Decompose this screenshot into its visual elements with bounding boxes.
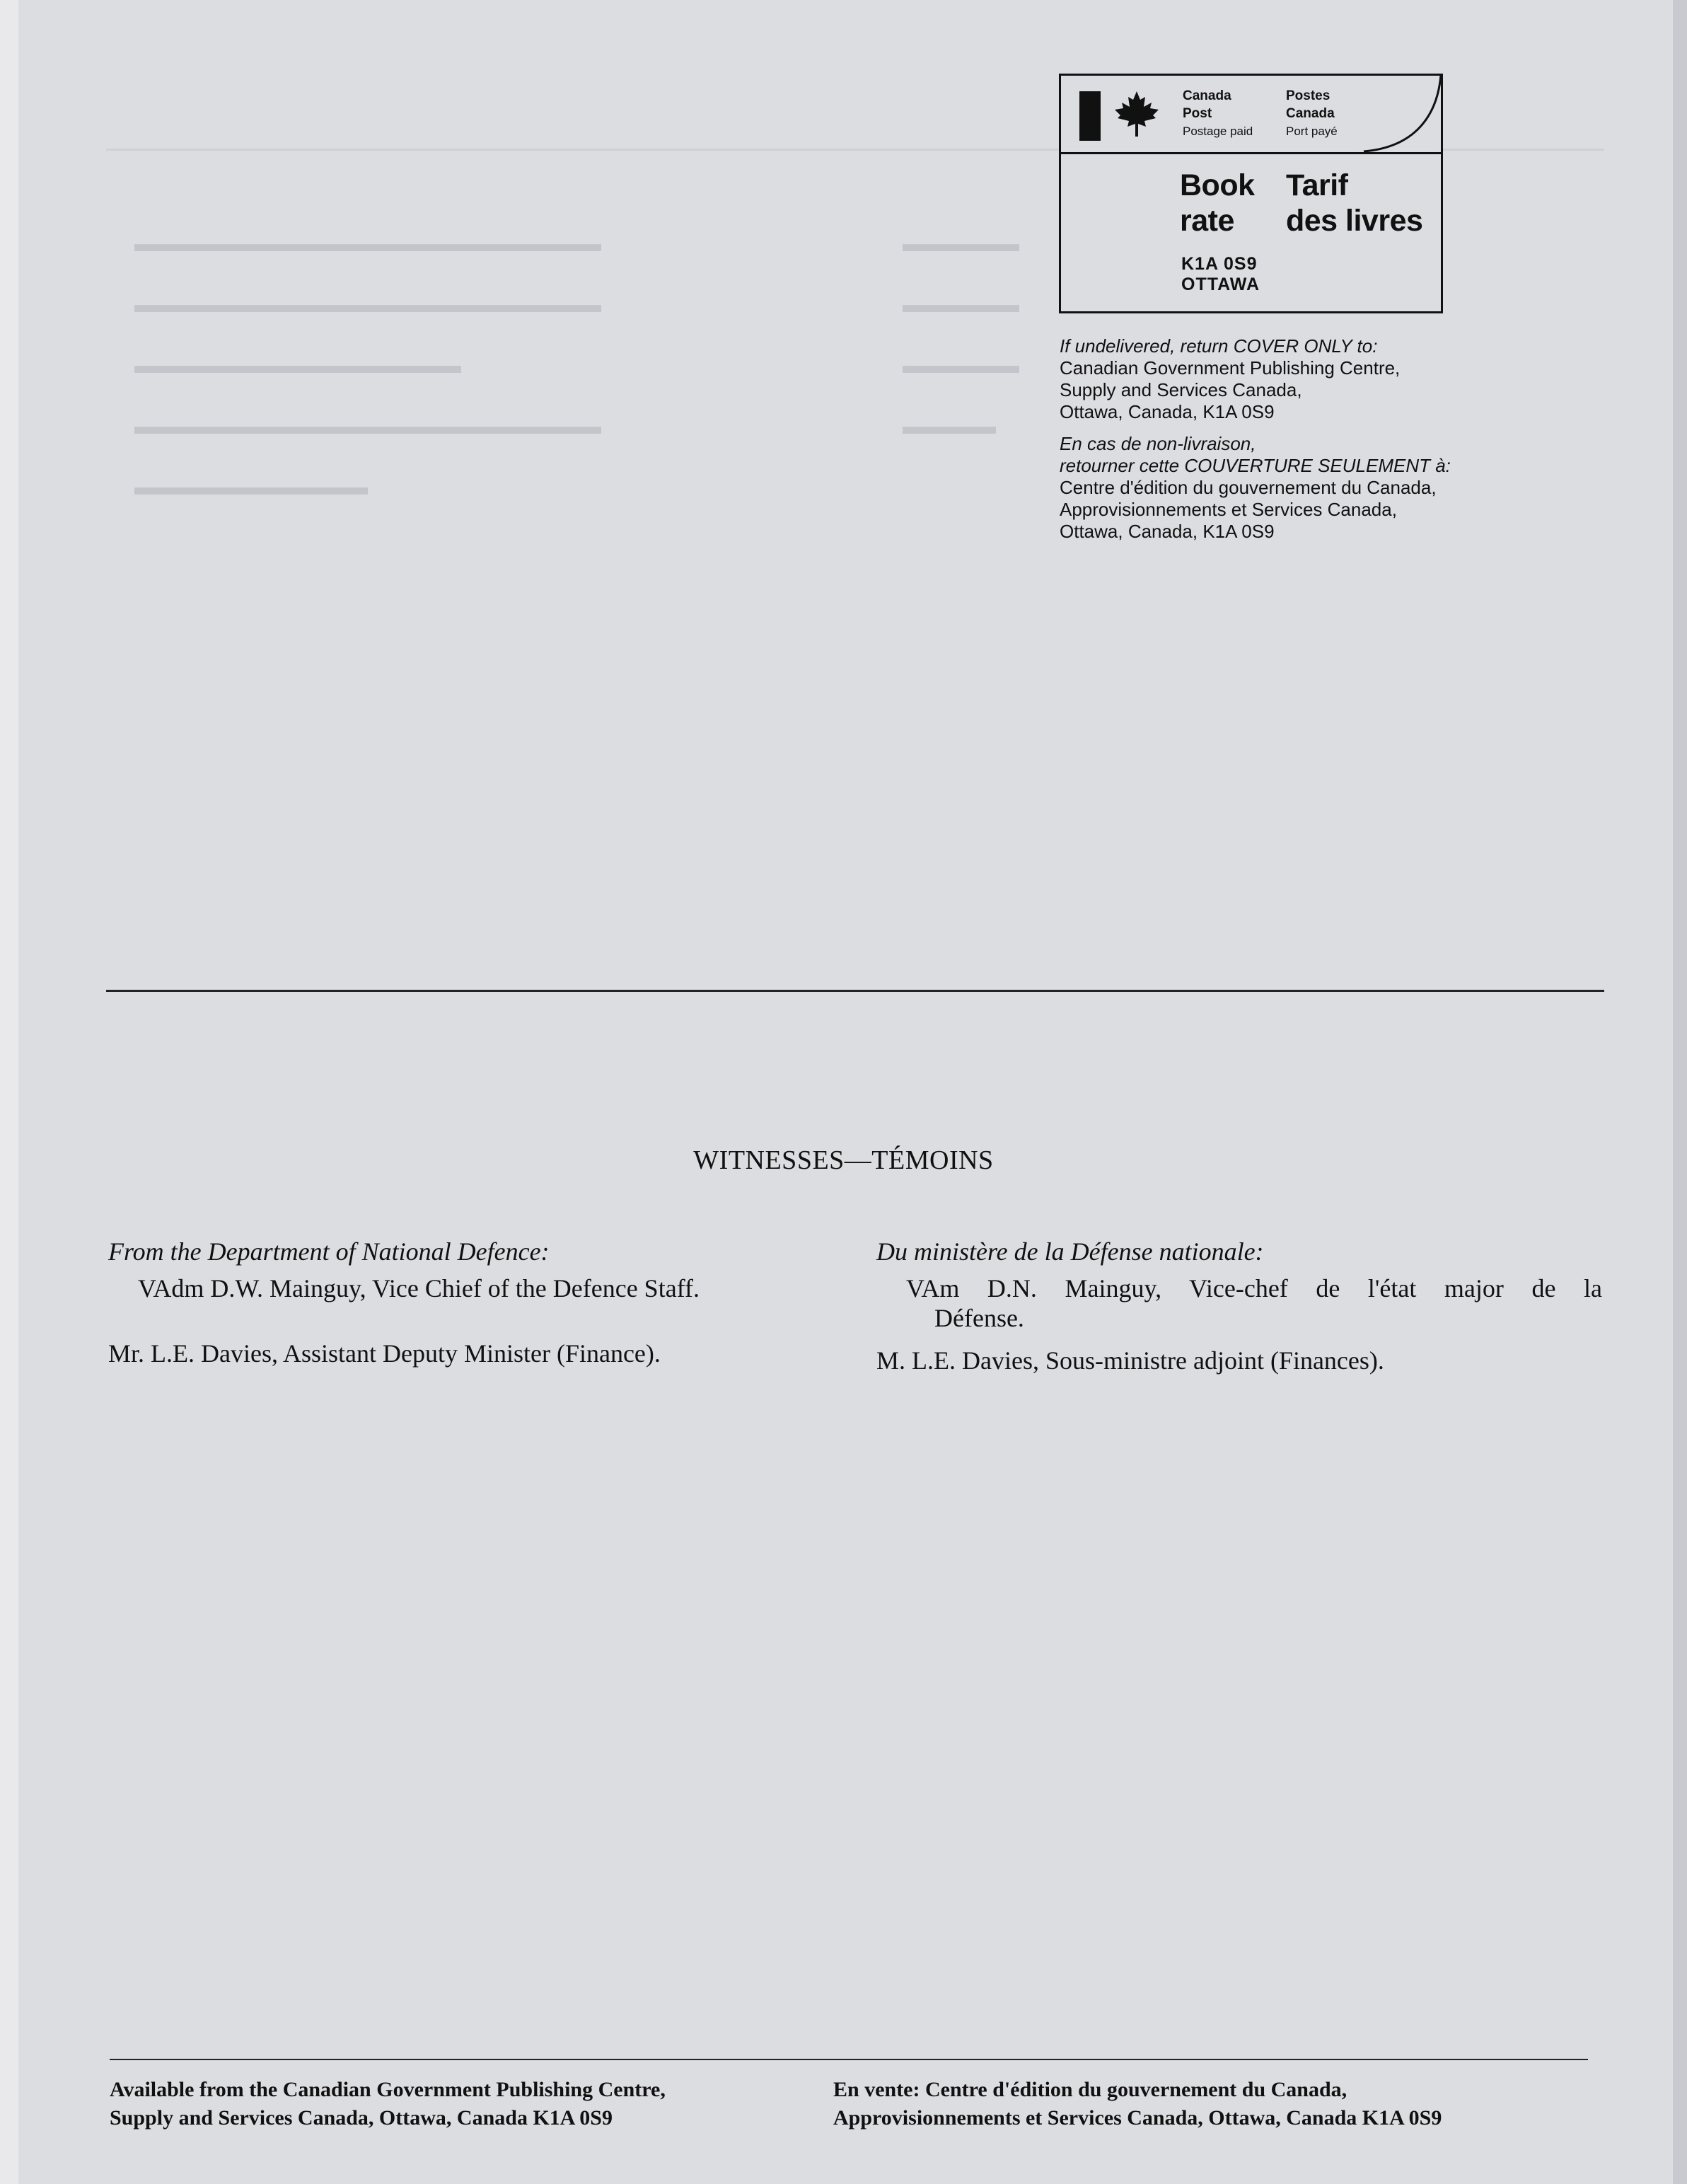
witness-fr-1-line2: Défense. <box>934 1304 1024 1332</box>
section-divider <box>106 990 1604 992</box>
return-heading-en: If undelivered, return COVER ONLY to: <box>1060 335 1378 357</box>
bleed-through-column-left: ​▬▬▬▬▬▬▬▬▬▬▬▬▬▬▬▬▬▬▬▬ ▬▬▬▬▬▬▬▬▬▬▬▬▬▬▬▬▬▬▬▬ ▬▬▬▬▬▬▬▬▬▬▬▬▬▬ ▬▬▬▬▬▬▬▬▬▬▬▬▬▬▬▬▬▬▬▬ ▬▬▬▬▬▬▬▬▬▬ <box>134 231 601 500</box>
indicia-english-label <box>1183 87 1253 140</box>
indicia-port-paye: Port payé <box>1286 125 1338 138</box>
page-right-edge <box>1673 0 1687 2184</box>
witnesses-title: WITNESSES—TÉMOINS <box>693 1145 994 1175</box>
indicia-postage-paid: Postage paid <box>1183 125 1253 138</box>
rate-des-livres: des livres <box>1286 204 1423 238</box>
footer-english <box>110 2076 817 2132</box>
witnesses-french-column <box>876 1237 1602 1375</box>
footer-fr-line1: En vente: Centre d'édition du gouvernement du Canada, <box>833 2078 1347 2101</box>
witnesses-english-column <box>108 1237 858 1368</box>
indicia-rate-french <box>1286 168 1422 238</box>
indicia-city: OTTAWA <box>1181 275 1260 294</box>
footer-en-line1: Available from the Canadian Government Publishing Centre, <box>110 2078 666 2101</box>
rate-rate: rate <box>1180 204 1234 238</box>
indicia-canada-fr: Canada <box>1286 106 1335 121</box>
return-line-en-3: Ottawa, Canada, K1A 0S9 <box>1060 401 1275 422</box>
rate-book: Book <box>1180 168 1255 202</box>
footer-divider <box>110 2059 1588 2060</box>
indicia-postal-code: K1A 0S9 <box>1181 254 1258 274</box>
indicia-canada: Canada <box>1183 88 1231 103</box>
indicia-corner-curve <box>1358 74 1443 154</box>
witness-en-1: VAdm D.W. Mainguy, Vice Chief of the Defence Staff. <box>138 1274 700 1302</box>
indicia-header <box>1061 76 1441 154</box>
indicia-french-label <box>1286 87 1338 140</box>
postage-indicia <box>1059 74 1443 313</box>
return-line-fr-3: Ottawa, Canada, K1A 0S9 <box>1060 521 1275 542</box>
witness-fr-1 <box>876 1273 1602 1333</box>
bleed-through-column-right: ▬▬▬▬▬ ▬▬▬▬▬ ▬▬▬▬▬ ▬▬▬▬ <box>903 231 1019 439</box>
return-heading-fr-2: retourner cette COUVERTURE SEULEMENT à: <box>1060 455 1451 476</box>
indicia-postal-address <box>1181 254 1260 295</box>
footer-fr-line2: Approvisionnements et Services Canada, Ottawa, Canada K1A 0S9 <box>833 2106 1442 2130</box>
return-line-en-2: Supply and Services Canada, <box>1060 379 1302 400</box>
flag-bar-icon <box>1079 91 1101 141</box>
return-notice <box>1060 335 1541 543</box>
footer-en-line2: Supply and Services Canada, Ottawa, Canada K1A 0S9 <box>110 2106 613 2130</box>
page-left-edge <box>0 0 18 2184</box>
indicia-postes: Postes <box>1286 88 1331 103</box>
indicia-rate-english <box>1180 168 1255 238</box>
witness-fr-1-line1: VAm D.N. Mainguy, Vice-chef de l'état major de la <box>906 1274 1602 1302</box>
footer-french <box>833 2076 1583 2132</box>
indicia-post: Post <box>1183 106 1212 121</box>
witness-fr-2: M. L.E. Davies, Sous-ministre adjoint (Finances). <box>876 1346 1384 1375</box>
return-line-fr-2: Approvisionnements et Services Canada, <box>1060 499 1397 520</box>
witnesses-fr-heading: Du ministère de la Défense nationale: <box>876 1237 1264 1266</box>
witness-en-2: Mr. L.E. Davies, Assistant Deputy Minister (Finance). <box>108 1339 661 1368</box>
rate-tarif: Tarif <box>1286 168 1348 202</box>
return-line-en-1: Canadian Government Publishing Centre, <box>1060 357 1401 379</box>
witnesses-en-heading: From the Department of National Defence: <box>108 1237 550 1266</box>
return-heading-fr-1: En cas de non-livraison, <box>1060 433 1256 454</box>
maple-leaf-icon <box>1112 90 1161 138</box>
return-line-fr-1: Centre d'édition du gouvernement du Canada, <box>1060 477 1437 498</box>
